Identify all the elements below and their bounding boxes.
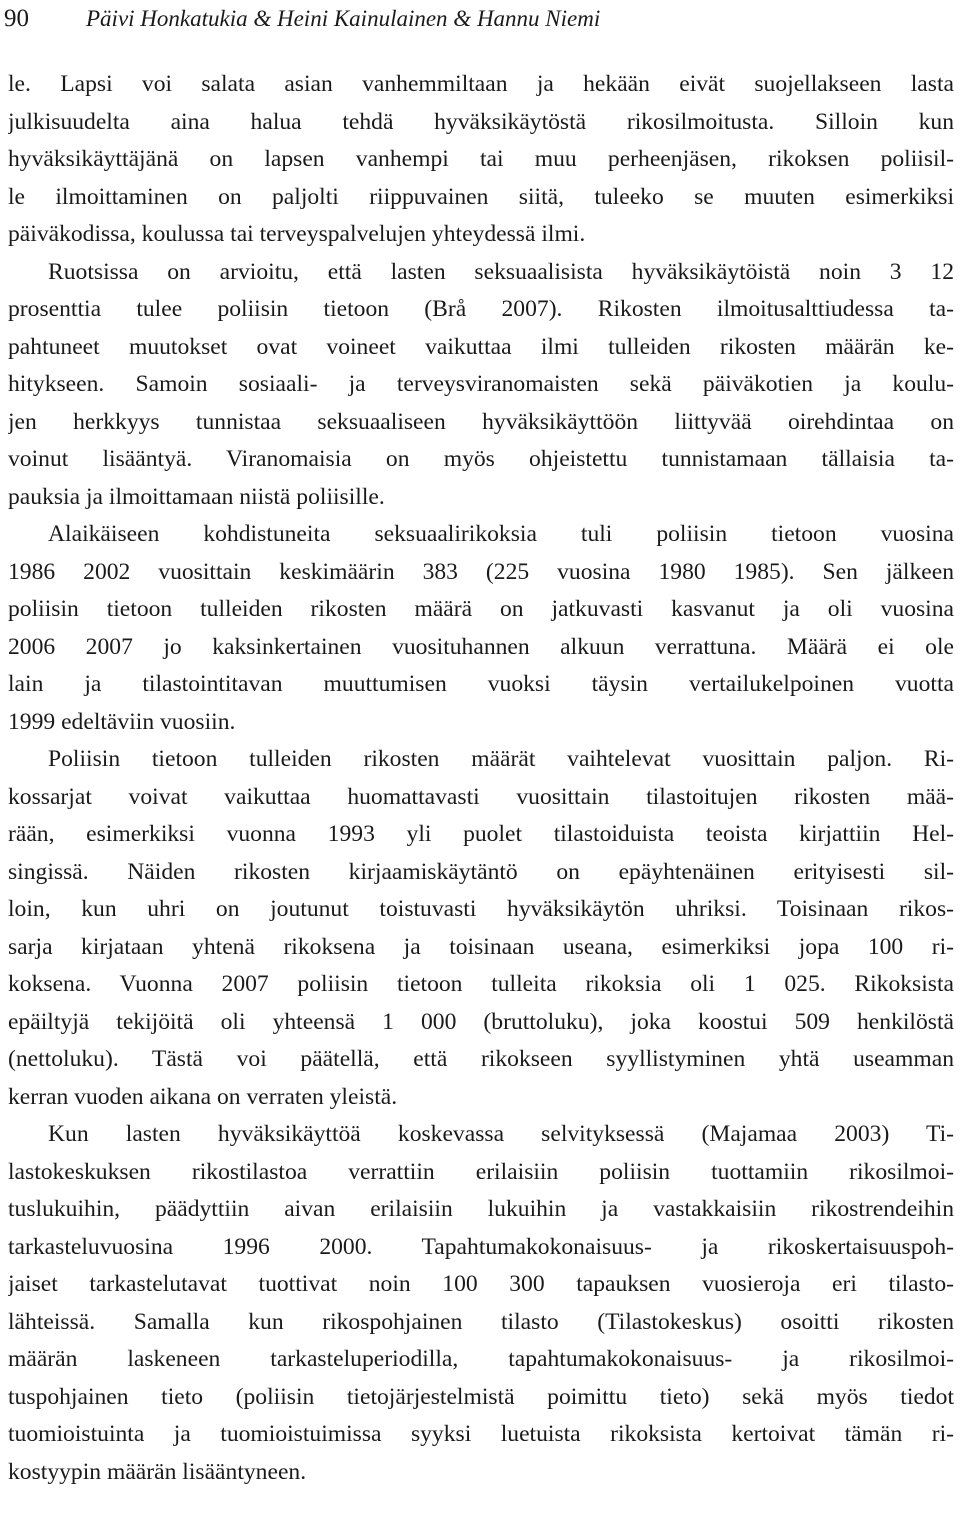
text-line: pahtuneet muutokset ovat voineet vaikuttaa ilmi tulleiden rikosten määrän ke- (8, 333, 954, 360)
text-line: (nettoluku). Tästä voi päätellä, että rikokseen syyllistyminen yhtä useamman (8, 1046, 954, 1072)
text-line: 1999 edeltäviin vuosiin. (8, 708, 236, 735)
text-line: singissä. Näiden rikosten kirjaamiskäytäntö on epäyhtenäinen erityisesti sil- (8, 858, 954, 885)
text-line: tuslukuihin, päädyttiin aivan erilaisiin lukuihin ja vastakkaisiin rikostrendeihin (8, 1196, 954, 1222)
text-line: le ilmoittaminen on paljolti riippuvainen siitä, tuleeko se muuten esimerkiksi (8, 183, 954, 210)
text-line: jen herkkyys tunnistaa seksuaaliseen hyväksikäyttöön liittyvää oirehdintaa on (8, 408, 954, 435)
text-line: prosenttia tulee poliisin tietoon (Brå 2007). Rikosten ilmoitusalttiudessa ta- (8, 296, 954, 322)
text-line: 2006 2007 jo kaksinkertainen vuosituhannen alkuun verrattuna. Määrä ei ole (8, 633, 954, 660)
text-line: voinut lisääntyä. Viranomaisia on myös ohjeistettu tunnistamaan tällaisia ta- (8, 446, 954, 472)
text-line: hitykseen. Samoin sosiaali- ja terveysviranomaisten sekä päiväkotien ja koulu- (8, 371, 954, 397)
text-line: lähteissä. Samalla kun rikospohjainen tilasto (Tilastokeskus) osoitti rikosten (8, 1308, 954, 1335)
running-head: Päivi Honkatukia & Heini Kainulainen & Hannu Niemi (86, 6, 601, 31)
text-line: Kun lasten hyväksikäyttöä koskevassa selvityksessä (Majamaa 2003) Ti- (48, 1121, 954, 1147)
text-line: Ruotsissa on arvioitu, että lasten seksuaalisista hyväksikäytöistä noin 3 12 (48, 258, 954, 285)
text-line: kossarjat voivat vaikuttaa huomattavasti vuosittain tilastoitujen rikosten mää- (8, 783, 954, 810)
page-header (4, 2, 944, 36)
text-line: rään, esimerkiksi vuonna 1993 yli puolet tilastoiduista teoista kirjattiin Hel- (8, 821, 954, 847)
text-line: poliisin tietoon tulleiden rikosten määrä on jatkuvasti kasvanut ja oli vuosina (8, 596, 954, 622)
text-line: kerran vuoden aikana on verraten yleistä. (8, 1083, 398, 1110)
text-line: koksena. Vuonna 2007 poliisin tietoon tulleita rikoksia oli 1 025. Rikoksista (8, 971, 954, 997)
text-line: Poliisin tietoon tulleiden rikosten määrät vaihtelevat vuosittain paljon. Ri- (48, 746, 954, 772)
text-line: 1986 2002 vuosittain keskimäärin 383 (225 vuosina 1980 1985). Sen jälkeen (8, 558, 954, 585)
text-line: sarja kirjataan yhtenä rikoksena ja toisinaan useana, esimerkiksi jopa 100 ri- (8, 933, 954, 960)
text-line: epäiltyjä tekijöitä oli yhteensä 1 000 (bruttoluku), joka koostui 509 henkilöstä (8, 1008, 954, 1035)
text-line: hyväksikäyttäjänä on lapsen vanhempi tai muu perheenjäsen, rikoksen poliisil- (8, 146, 954, 172)
text-line: jaiset tarkastelutavat tuottivat noin 100 300 tapauksen vuosieroja eri tilasto- (8, 1271, 954, 1297)
text-line: tuspohjainen tieto (poliisin tietojärjestelmistä poimittu tieto) sekä myös tiedot (8, 1383, 954, 1410)
text-line: päiväkodissa, koulussa tai terveyspalvelujen yhteydessä ilmi. (8, 221, 586, 247)
text-line: kostyypin määrän lisääntyneen. (8, 1458, 307, 1485)
page-number: 90 (4, 5, 29, 32)
text-line: tarkasteluvuosina 1996 2000. Tapahtumakokonaisuus- ja rikoskertaisuuspoh- (8, 1233, 954, 1260)
text-line: julkisuudelta aina halua tehdä hyväksikäytöstä rikosilmoitusta. Silloin kun (8, 108, 954, 135)
text-line: loin, kun uhri on joutunut toistuvasti hyväksikäytön uhriksi. Toisinaan rikos- (8, 896, 954, 922)
text-line: pauksia ja ilmoittamaan niistä poliisille. (8, 483, 385, 510)
text-line: Alaikäiseen kohdistuneita seksuaalirikoksia tuli poliisin tietoon vuosina (48, 521, 954, 547)
text-line: le. Lapsi voi salata asian vanhemmiltaan ja hekään eivät suojellakseen lasta (8, 71, 954, 97)
text-line: määrän laskeneen tarkasteluperiodilla, tapahtumakokonaisuus- ja rikosilmoi- (8, 1346, 954, 1372)
text-line: lain ja tilastointitavan muuttumisen vuoksi täysin vertailukelpoinen vuotta (8, 671, 954, 697)
body-text (8, 66, 954, 1491)
text-line: lastokeskuksen rikostilastoa verrattiin erilaisiin poliisin tuottamiin rikosilmoi- (8, 1158, 954, 1185)
text-line: tuomioistuinta ja tuomioistuimissa syyksi luetuista rikoksista kertoivat tämän ri- (8, 1421, 954, 1447)
